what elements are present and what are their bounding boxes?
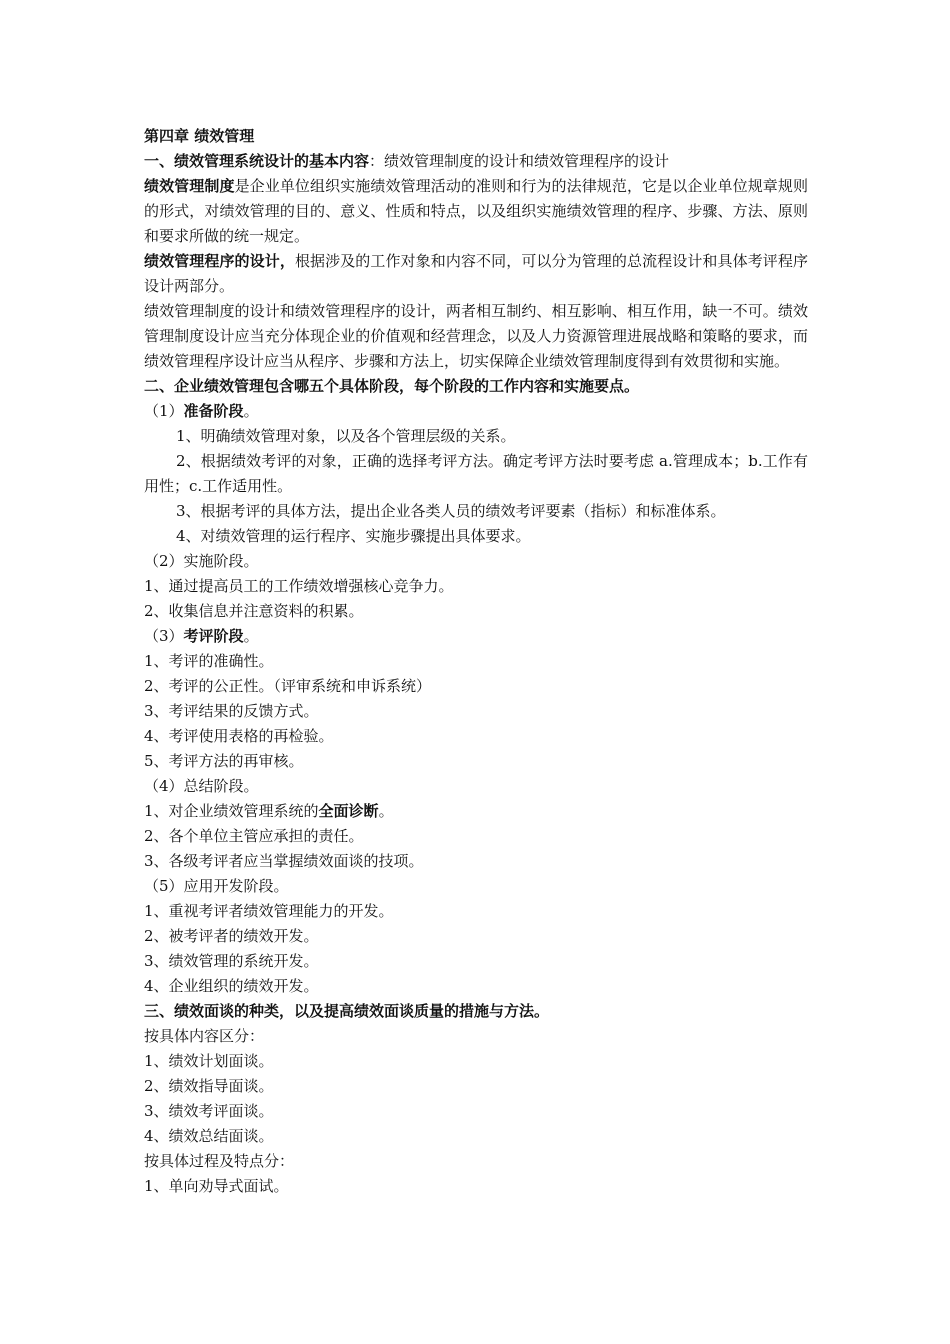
stage1-title-bold: 准备阶段 — [183, 402, 244, 420]
chapter-title: 第四章 绩效管理 — [144, 127, 255, 145]
stage1-suffix: 。 — [243, 402, 259, 420]
paragraph-term: 绩效管理程序的设计， — [144, 252, 295, 270]
list-item: 3、各级考评者应当掌握绩效面谈的技项。 — [144, 852, 424, 870]
section1-heading — [144, 149, 808, 174]
stage1-title — [144, 399, 808, 424]
section3-heading: 三、绩效面谈的种类，以及提高绩效面谈质量的措施与方法。 — [144, 1002, 550, 1020]
stage3-title-bold: 考评阶段 — [183, 627, 244, 645]
list-item: 1、明确绩效管理对象，以及各个管理层级的关系。 — [176, 427, 516, 445]
list-item: 3、考评结果的反馈方式。 — [144, 702, 319, 720]
list-item: 4、考评使用表格的再检验。 — [144, 727, 334, 745]
list-item-suffix: 。 — [378, 802, 394, 820]
list-item: 1、单向劝导式面试。 — [144, 1177, 289, 1195]
by-process-label: 按具体过程及特点分： — [144, 1152, 295, 1170]
list-item: 5、考评方法的再审核。 — [144, 752, 304, 770]
section1-heading-rest: ：绩效管理制度的设计和绩效管理程序的设计 — [369, 152, 670, 170]
list-item: 2、根据绩效考评的对象，正确的选择考评方法。确定考评方法时要考虑 a.管理成本；b.工作有用性；c.工作适用性。 — [144, 452, 808, 495]
list-item: 1、重视考评者绩效管理能力的开发。 — [144, 902, 394, 920]
list-item: 1、绩效计划面谈。 — [144, 1052, 274, 1070]
list-item: 4、企业组织的绩效开发。 — [144, 977, 319, 995]
list-item: 2、各个单位主管应承担的责任。 — [144, 827, 364, 845]
stage4-title: （4）总结阶段。 — [144, 777, 259, 795]
paragraph-performance-system — [144, 174, 808, 249]
list-item: 2、被考评者的绩效开发。 — [144, 927, 319, 945]
list-item — [144, 799, 808, 824]
stage2-title: （2）实施阶段。 — [144, 552, 259, 570]
stage3-prefix: （3） — [144, 627, 184, 645]
paragraph-relationship: 绩效管理制度的设计和绩效管理程序的设计，两者相互制约、相互影响、相互作用，缺一不可。绩效管理制度设计应当充分体现企业的价值观和经营理念，以及人力资源管理进展战略和策略的要求，而绩效管理程序设计应当从程序、步骤和方法上，切实保障企业绩效管理制度得到有效贯彻和实施。 — [144, 302, 808, 370]
paragraph-term: 绩效管理制度 — [144, 177, 235, 195]
list-item: 1、考评的准确性。 — [144, 652, 274, 670]
list-item: 4、绩效总结面谈。 — [144, 1127, 274, 1145]
list-item: 2、绩效指导面谈。 — [144, 1077, 274, 1095]
list-item-emphasis: 全面诊断 — [318, 802, 379, 820]
list-item: 3、绩效管理的系统开发。 — [144, 952, 319, 970]
list-item: 4、对绩效管理的运行程序、实施步骤提出具体要求。 — [176, 527, 531, 545]
stage3-suffix: 。 — [243, 627, 259, 645]
stage5-title: （5）应用开发阶段。 — [144, 877, 289, 895]
paragraph-program-design — [144, 249, 808, 299]
list-item: 3、绩效考评面谈。 — [144, 1102, 274, 1120]
list-item: 1、通过提高员工的工作绩效增强核心竞争力。 — [144, 577, 454, 595]
stage1-prefix: （1） — [144, 402, 184, 420]
document-page — [144, 124, 808, 1199]
section1-heading-bold: 一、绩效管理系统设计的基本内容 — [144, 152, 370, 170]
list-item: 3、根据考评的具体方法，提出企业各类人员的绩效考评要素（指标）和标准体系。 — [176, 502, 726, 520]
list-item-text: 1、对企业绩效管理系统的 — [144, 802, 319, 820]
by-content-label: 按具体内容区分： — [144, 1027, 265, 1045]
paragraph-text: 是企业单位组织实施绩效管理活动的准则和行为的法律规范，它是以企业单位规章规则的形式，对绩效管理的目的、意义、性质和特点，以及组织实施绩效管理的程序、步骤、方法、原则和要求所做的统一规定。 — [144, 177, 808, 245]
list-item: 2、考评的公正性。（评审系统和申诉系统） — [144, 677, 432, 695]
section2-heading: 二、企业绩效管理包含哪五个具体阶段，每个阶段的工作内容和实施要点。 — [144, 377, 640, 395]
stage3-title — [144, 624, 808, 649]
paragraph-text: 根据涉及的工作对象和内容不同，可以分为管理的总流程设计和具体考评程序设计两部分。 — [144, 252, 808, 295]
list-item: 2、收集信息并注意资料的积累。 — [144, 602, 364, 620]
